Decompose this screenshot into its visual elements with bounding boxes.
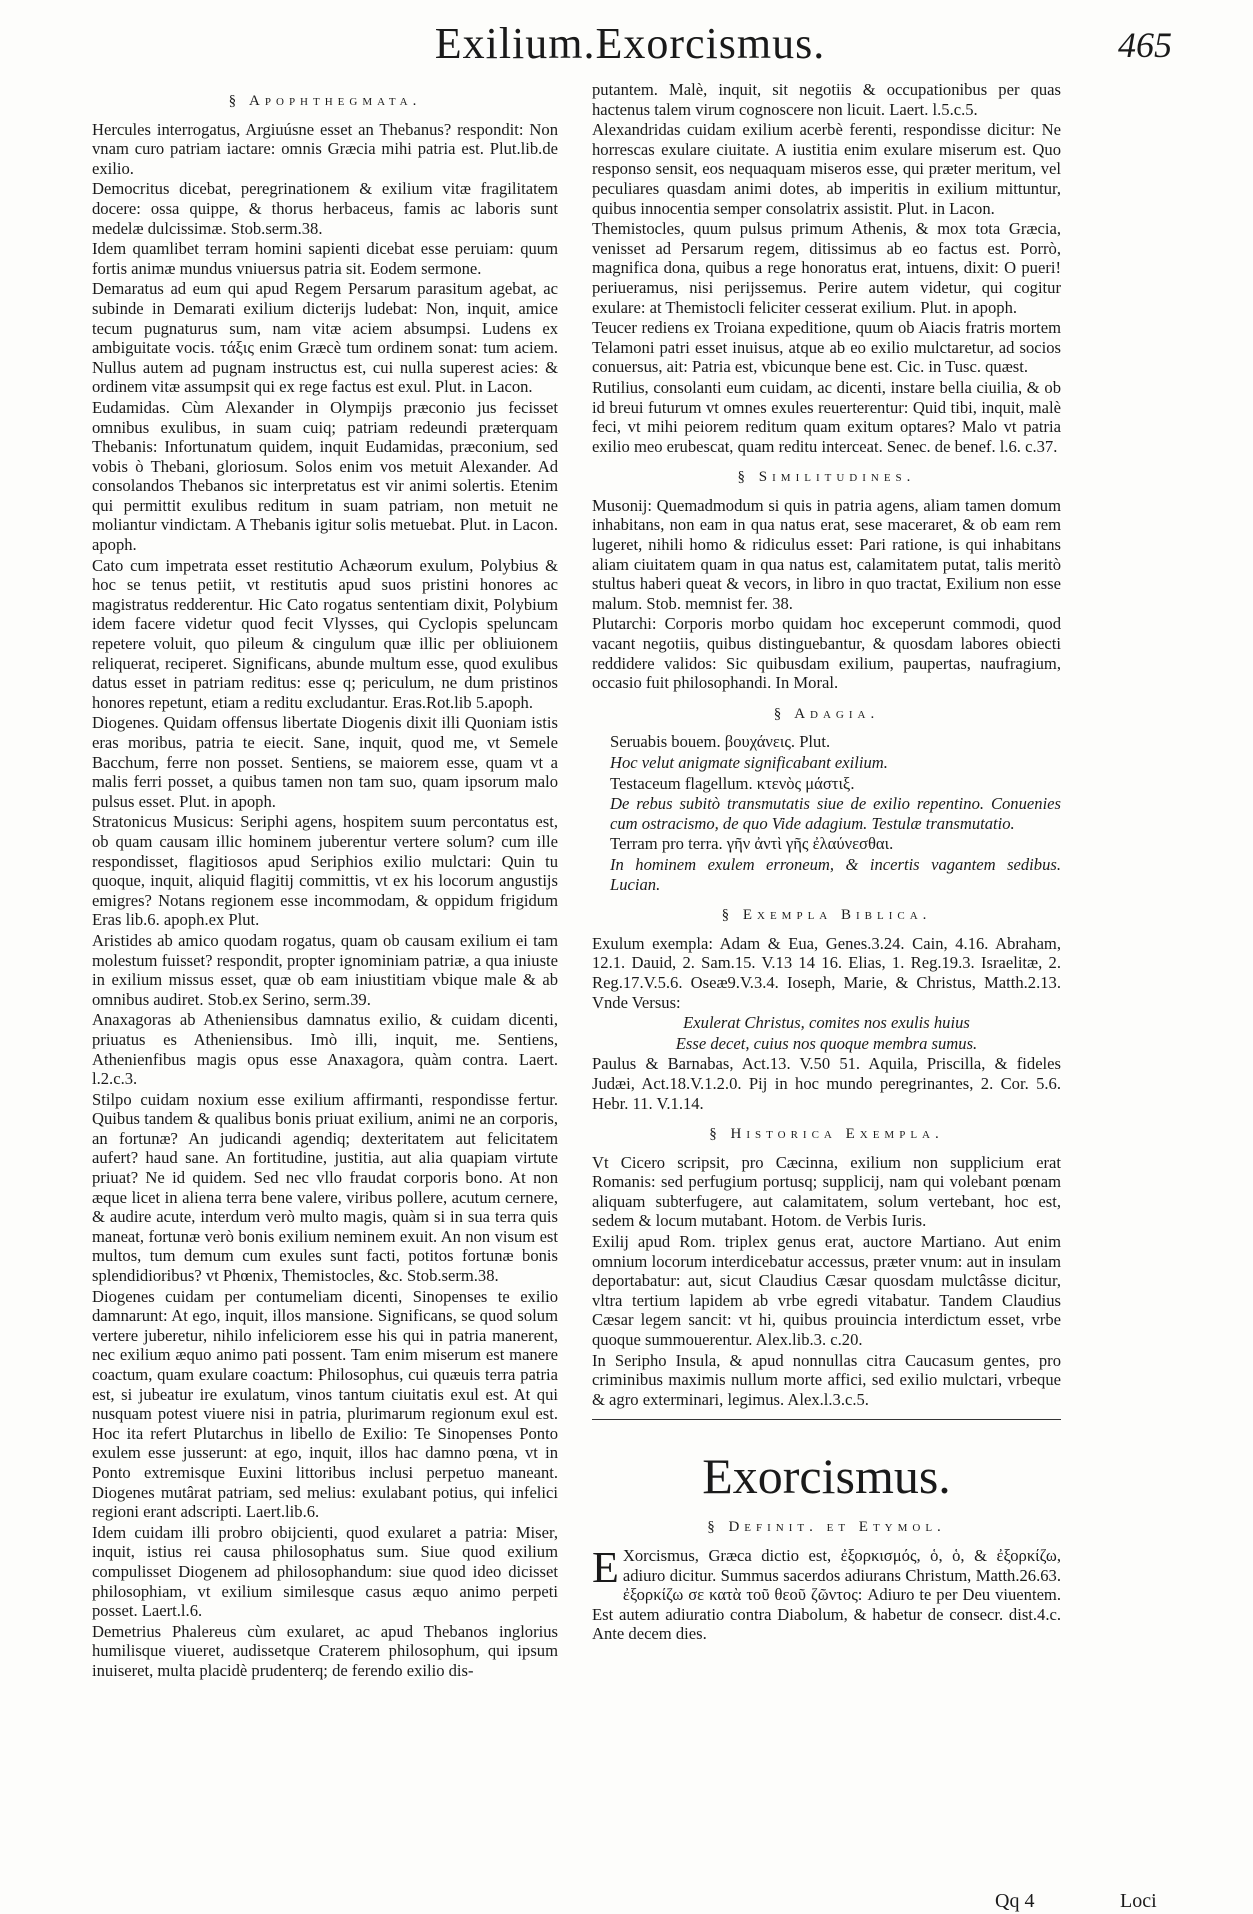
paragraph: Themistocles, quum pulsus primum Athenis, & mox tota Græcia, venisset ad Persarum regem, ditissimus ab eo factus est. Porrò, magnifica dona, quibus a rege honoratus erat, intuens, dixit: O pueri! periueramus, nisi perijssemus. Perire autem videtur, qui cogitur exulare: at Themistocli feliciter cesserat exilium. Plut. in apoph.: [592, 219, 1061, 317]
paragraph-definition: [592, 1543, 1061, 1644]
paragraph: Eudamidas. Cùm Alexander in Olympijs præconio jus fecisset omnibus exulibus, in suam cuiq; patriam redeundi præterquam Thebanis: Infortunatum quidem, inquit Eudamidas, præconium, sed vobis ò Thebani, gloriosum. Solos enim vos metuit Alexander. Ad consolandos Thebanos sic interpretatus est vir animi solertis. Etenim qui permittit exulibus reditum in suam patriam, non metuit ne moliantur vindictam. A Thebanis igitur solis metuebat. Plut. in Lacon. apoph.: [92, 397, 558, 555]
adagium-line: In hominem exulem erroneum, & incertis vagantem sedibus. Lucian.: [610, 854, 1061, 894]
paragraph: Alexandridas cuidam exilium acerbè ferenti, respondisse dicitur: Ne horrescas exulare ciuitate. A iustitia enim exulare miserum est. Quo responso sensit, eos nequaquam miseros esse, qui præter meritum, vel peculiares quasdam animi dotes, ab imperitis in exilium mittuntur, quibus innocentia semper consolatrix assistit. Plut. in Lacon.: [592, 120, 1061, 218]
section-head-definit: § Definit. et Etymol.: [707, 1519, 946, 1536]
signature-mark: Qq 4: [995, 1890, 1035, 1912]
left-column: [92, 80, 558, 1682]
new-article-title: Exorcismus.: [702, 1448, 951, 1505]
section-head-historica-exempla: § Historica Exempla.: [709, 1126, 944, 1143]
paragraph: Musonij: Quemadmodum si quis in patria agens, aliam tamen domum inhabitans, non eam in qua natus erat, sese maceraret, & ob eam rem lugeret, nihili homo & ridiculus esset: Pari ratione, is qui inhabitans aliam ciuitatem quam in qua natus est, calamitatem putat, talis meritò stultus haberi queat & vecors, in libro in quo tractat, Exilium non esse malum. Stob. memnist fer. 38.: [592, 495, 1061, 613]
catchword: Loci: [1120, 1890, 1157, 1912]
paragraph: Democritus dicebat, peregrinationem & exilium vitæ fragilitatem docere: ossa quippe, & thorus herbaceus, famis ac laboris sunt medelæ dulcissimæ. Stob.serm.38.: [92, 179, 558, 238]
paragraph: In Seripho Insula, & apud nonnullas citra Caucasum gentes, pro criminibus maximis nullum morte affici, sed exilio mulctari, vrbeque & agro exterminari, legimus. Alex.l.3.c.5.: [592, 1350, 1061, 1409]
adagium-line: Seruabis bouem. βουχάνεις. Plut.: [610, 732, 831, 752]
section-head-exempla-biblica: § Exempla Biblica.: [721, 907, 932, 924]
page-footer: [995, 1890, 1235, 1913]
paragraph: Idem quamlibet terram homini sapienti dicebat esse peruiam: quum fortis animæ mundus vniuersus patria sit. Eodem sermone.: [92, 239, 558, 278]
paragraph: Aristides ab amico quodam rogatus, quam ob causam exilium ei tam molestum fuisset? respondit, propter ignominiam patriæ, a qua iniuste in exilium missus esset, quæ ob eam iniustitiam vbique male & ab omnibus audiret. Stob.ex Serino, serm.39.: [92, 930, 558, 1009]
paragraph: Exilij apud Rom. triplex genus erat, auctore Martiano. Aut enim omnium locorum interdicebatur accessus, præter vnum: aut in insulam deportabatur: aut, sicut Claudius Cæsar quosdam mulctâsse dicitur, vltra tertium lapidem ab vrbe egredi vitabatur. Tandem Claudius Cæsar legem sancit: vt hi, quibus prouincia interdictum esset, vrbe quoque summouerentur. Alex.lib.3. c.20.: [592, 1232, 1061, 1350]
section-head-similitudines: § Similitudines.: [737, 469, 916, 486]
adagium-line: Terram pro terra. γῆν ἀντὶ γῆς ἐλαύνεσθαι.: [610, 834, 894, 854]
paragraph: Stratonicus Musicus: Seriphi agens, hospitem suum percontatus est, ob quam causam illic hominem juberentur vertere solum? cum ille respondisset, flagitiosos apud Seriphios exilio mulctari: Quin tu quoque, inquit, aliquid flagitij committis, vt ex his locorum angustijs emigres? Notans regionem esse incommodam, & oppidum frigidum Eras lib.6. apoph.ex Plut.: [92, 812, 558, 930]
paragraph: Demetrius Phalereus cùm exularet, ac apud Thebanos inglorius humilisque viueret, audissetque Craterem philosophum, qui ipsum inuiseret, multa placidè prudenterq; de ferendo exilio dis-: [92, 1621, 558, 1680]
paragraph: Idem cuidam illi probro obijcienti, quod exularet a patria: Miser, inquit, istius rei causa philosophatus sum. Siue quod exilium compulisset Diogenem ad philosophandum: siue quod ideo dicisset philosophiam, vt exilium similesque casus æquo animo perpeti posset. Laert.l.6.: [92, 1522, 558, 1621]
paragraph: Anaxagoras ab Atheniensibus damnatus exilio, & cuidam dicenti, priuatus es Atheniensibus. Imò illi, inquit, me. Sentiens, Athenienfibus magis opus esse Anaxagora, quàm contra. Laert. l.2.c.3.: [92, 1010, 558, 1089]
paragraph: Demaratus ad eum qui apud Regem Persarum parasitum agebat, ac subinde in Demarati exilium dicterijs ludebat: Non, inquit, amice tecum pugnaturus sum, nam vitæ aciem absumpsi. Ludens ex ambiguitate vocis. τάξις enim Græcè tum ordinem sonat: tum aciem. Nullus autem ad pugnam instructus est, cui nulla superest acies: & ordinem vitæ assumpsit qui ex rege factus est exul. Plut. in Lacon.: [92, 279, 558, 397]
paragraph: Teucer rediens ex Troiana expeditione, quum ob Aiacis fratris mortem Telamoni patri esset inuisus, atque ab eo exilio mulctaretur, ad socios conuersus, ait: Patria est, vbicunque bene est. Cic. in Tusc. quæst.: [592, 318, 1061, 377]
running-title: Exilium.Exorcismus.: [434, 19, 826, 68]
divider: [592, 1419, 1061, 1420]
definition-text: Xorcismus, Græca dictio est, ἐξορκισμός, ὁ, ὁ, & ἐξορκίζω, adiuro dicitur. Summus sacerdos adiurans Christum, Matth.26.63. ἐξορκίζω σε κατὰ τοῦ θεοῦ ζῶντος: Adiuro te per Deu viuentem. Est autem adiuratio contra Diabolum, & habetur de consecr. dist.4.c. Ante decem dies.: [592, 1546, 1061, 1644]
paragraph: Exulum exempla: Adam & Eua, Genes.3.24. Cain, 4.16. Abraham, 12.1. Dauid, 2. Sam.15. V.13 14 16. Elias, 1. Reg.19.3. Israelitæ, 2. Reg.17.V.5.6. Oseæ9.V.3.4. Ioseph, Marie, & Christus, Matth.2.13. Vnde Versus:: [592, 933, 1061, 1012]
adagium-line: Hoc velut anigmate significabant exilium.: [610, 753, 888, 772]
page-number: 465: [1118, 25, 1172, 65]
section-head-adagia: § Adagia.: [773, 705, 880, 722]
paragraph: Diogenes. Quidam offensus libertate Diogenis dixit illi Quoniam istis eras moribus, patria te eiecit. Sane, inquit, quod me, vt Semele Bacchum, ferre non posset. Sentiens, se maiorem esse, quam vt a malis ferri posset, a quibus tamen non tam suo, quam ipsorum malo pulsus esset. Plut. in apoph.: [92, 713, 558, 811]
verse-line: Exulerat Christus, comites nos exulis huius: [683, 1013, 970, 1033]
paragraph: Plutarchi: Corporis morbo quidam hoc exceperunt commodi, quod vacant negotiis, quibus distinguebantur, & quosdam labores obiecti reddidere validos: Sic quibusdam exilium, paupertas, naufragium, occasio fuit philosophandi. In Moral.: [592, 614, 1061, 693]
paragraph: Cato cum impetrata esset restitutio Achæorum exulum, Polybius & hoc se tenus petiit, vt restitutis apud suos pristini honores ac magistratus redderentur. Hic Cato rogatus sententiam dixit, Polybium idem facere videtur quod fecit Vlysses, qui Cyclopis speluncam repetere voluit, quo pileum & cingulum quæ illic per obliuionem reliquerat, reciperet. Significans, abunde multum esse, quod exulibus datus esset in patriam reditus: esse q; periculum, ne dum pristinos honores repetunt, etiam a reditu excludantur. Eras.Rot.lib 5.apoph.: [92, 555, 558, 712]
paragraph: Vt Cicero scripsit, pro Cæcinna, exilium non supplicium erat Romanis: sed perfugium portusq; supplicij, nam qui volebant pœnam aliquam subterfugere, aut calamitatem, solum vertebant, hoc est, sedem & locum mutabant. Hotom. de Verbis Iuris.: [592, 1152, 1061, 1231]
verse-line: Esse decet, cuius nos quoque membra sumus.: [675, 1033, 978, 1053]
paragraph: Diogenes cuidam per contumeliam dicenti, Sinopenses te exilio damnarunt: At ego, inquit, illos mansione. Significans, se quod solum vertere juberetur, nihilo infeliciorem esse his qui in patria manerent, nec exilium æquo animo pati possent. Tam enim miserum est manere coactum, quam exulare coactum: Philosophus, cui quæuis terra patria est, si jubeatur ire exulatum, vinos tantum ciuitatis exul est. At qui nusquam potest viuere nisi in patria, plurimarum regionum exul est. Hoc ita refert Plutarchus in libello de Exilio: Te Sinopenses Ponto exulem esse jusserunt: at ego, inquit, illos hac damno pœna, vt in Ponto extremisque Euxini littoribus inclusi perpetuo maneant. Diogenes mutârat patriam, sed melius: exulabant potius, qui infelici regioni erant adscripti. Laert.lib.6.: [92, 1286, 558, 1522]
adagium-line: De rebus subitò transmutatis siue de exilio repentino. Conuenies cum ostracismo, de quo Vide adagium. Testulæ transmutatio.: [610, 794, 1061, 833]
paragraph: putantem. Malè, inquit, sit negotiis & occupationibus per quas hactenus talem virum cognoscere non licuit. Laert. l.5.c.5.: [592, 80, 1061, 119]
right-column: [592, 80, 1061, 1645]
section-head-apophthegmata: § Apophthegmata.: [228, 93, 422, 109]
adagium-line: Testaceum flagellum. κτενὸς μάστιξ.: [610, 773, 855, 793]
paragraph: Rutilius, consolanti eum cuidam, ac dicenti, instare bella ciuilia, & ob id breui futurum vt omnes exules reuerterentur: Quid tibi, inquit, malè feci, vt mihi peiorem reditum quam exitum optares? Malo vt patria exilio meo erubescat, quam reditu interceat. Senec. de benef. l.6. c.37.: [592, 377, 1061, 456]
paragraph: Hercules interrogatus, Argiuúsne esset an Thebanus? respondit: Non vnam curo patriam iactare: omnis Græcia mihi patria est. Plut.lib.de exilio.: [92, 119, 558, 178]
paragraph: Paulus & Barnabas, Act.13. V.50 51. Aquila, Priscilla, & fideles Judæi, Act.18.V.1.2.0. Pij in hoc mundo peregrinantes, 2. Cor. 5.6. Hebr. 11. V.1.14.: [592, 1054, 1061, 1113]
drop-cap: E: [592, 1543, 619, 1592]
paragraph: Stilpo cuidam noxium esse exilium affirmanti, respondisse fertur. Quibus tandem & qualibus bonis priuat exilium, animi ne an corporis, an fortunæ? An judicandi agendiq; dexteritatem aut felicitatem aufert? haud sane. An fortitudine, justitia, aut alia quapiam virtute priuat? Ne id quidem. Sed nec vllo fraudat corporis bono. At non æque licet in aliena terra bene valere, viribus pollere, acutum cernere, & audire acute, interdum verò multo magis, quàm si in sua terra quis maneat, fortunæ verò bonis exilium neminem exuit. An non visum est multos, tum demum cum exules sunt facti, potitos fortunæ bonis splendidioribus? vt Phœnix, Themistocles, &c. Stob.serm.38.: [92, 1089, 558, 1286]
